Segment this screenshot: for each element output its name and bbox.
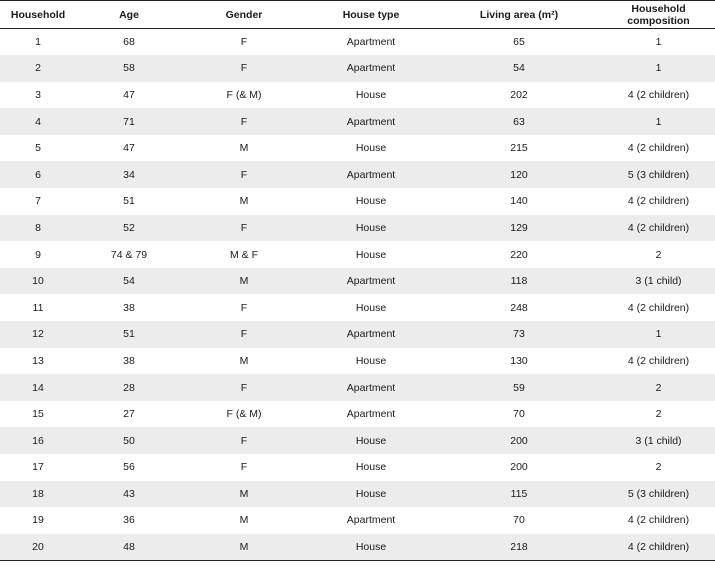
- age-cell: 71: [76, 108, 182, 135]
- living-area-cell: 200: [436, 427, 602, 454]
- house-type-cell: House: [355, 195, 387, 208]
- gender-cell: M: [182, 481, 306, 508]
- column-header-gender: Gender: [182, 1, 306, 29]
- composition-cell: 4 (2 children): [627, 88, 690, 101]
- table-row: [0, 268, 715, 295]
- gender-cell: M & F: [230, 248, 258, 261]
- living-area-cell: 65: [513, 36, 525, 49]
- house-type-cell: House: [355, 301, 387, 314]
- living-area-cell: 220: [510, 248, 528, 261]
- gender-cell: F: [182, 321, 306, 348]
- living-area-cell: 63: [436, 108, 602, 135]
- age-cell: 54: [76, 268, 182, 295]
- composition-cell: 2: [655, 461, 662, 474]
- house-type-cell: Apartment: [306, 321, 436, 348]
- gender-cell: M: [239, 195, 249, 208]
- house-type-cell: Apartment: [306, 374, 436, 401]
- household-cell: 7: [35, 195, 41, 208]
- gender-cell: F: [182, 215, 306, 242]
- living-area-cell: 54: [436, 55, 602, 82]
- composition-cell: 1: [602, 108, 715, 135]
- composition-cell: 3 (1 child): [602, 268, 715, 295]
- household-cell: 10: [0, 268, 76, 295]
- house-type-cell: House: [306, 534, 436, 561]
- household-cell: 6: [0, 161, 76, 188]
- composition-cell: 4 (2 children): [627, 514, 690, 527]
- gender-cell: F: [182, 427, 306, 454]
- age-cell: 36: [123, 514, 135, 527]
- house-type-cell: Apartment: [346, 514, 396, 527]
- living-area-cell: 59: [436, 374, 602, 401]
- composition-cell: 1: [602, 321, 715, 348]
- age-cell: 43: [76, 481, 182, 508]
- household-cell: 12: [0, 321, 76, 348]
- household-cell: 5: [35, 142, 41, 155]
- household-cell: 1: [35, 36, 41, 49]
- living-area-cell: 215: [510, 142, 528, 155]
- house-type-cell: Apartment: [306, 268, 436, 295]
- column-header-living-area: Living area (m²): [436, 1, 602, 29]
- household-cell: 20: [0, 534, 76, 561]
- gender-cell: F: [240, 36, 248, 49]
- household-cell: 13: [32, 354, 44, 367]
- age-cell: 27: [123, 408, 135, 421]
- age-cell: 58: [76, 55, 182, 82]
- gender-cell: M: [239, 354, 249, 367]
- composition-cell: 1: [602, 55, 715, 82]
- house-type-cell: House: [306, 215, 436, 242]
- age-cell: 48: [76, 534, 182, 561]
- table-row: [0, 507, 715, 534]
- composition-cell: 2: [655, 408, 662, 421]
- gender-cell: F: [182, 374, 306, 401]
- living-area-cell: 248: [510, 301, 528, 314]
- table-row: [0, 348, 715, 375]
- table-row: [0, 534, 715, 561]
- table-row: [0, 188, 715, 215]
- age-cell: 38: [123, 301, 135, 314]
- composition-cell: 4 (2 children): [627, 195, 690, 208]
- house-type-cell: House: [355, 88, 387, 101]
- age-cell: 38: [123, 354, 135, 367]
- table-row: [0, 82, 715, 109]
- composition-cell: 2: [655, 248, 662, 261]
- table-header: [0, 1, 715, 29]
- column-header-household-composition: Household composition: [602, 1, 715, 29]
- composition-cell: 5 (3 children): [602, 481, 715, 508]
- living-area-cell: 130: [510, 354, 528, 367]
- age-cell: 51: [123, 195, 135, 208]
- composition-cell: 2: [602, 374, 715, 401]
- column-header-household: Household: [0, 1, 76, 29]
- household-cell: 17: [32, 461, 44, 474]
- house-type-cell: Apartment: [306, 161, 436, 188]
- house-type-cell: House: [355, 354, 387, 367]
- table-row: [0, 215, 715, 242]
- gender-cell: F (& M): [226, 408, 262, 421]
- house-type-cell: House: [355, 461, 387, 474]
- gender-cell: F: [182, 55, 306, 82]
- household-cell: 18: [0, 481, 76, 508]
- composition-cell: 5 (3 children): [602, 161, 715, 188]
- age-cell: 74 & 79: [110, 248, 148, 261]
- household-cell: 16: [0, 427, 76, 454]
- household-cell: 15: [32, 408, 44, 421]
- header-row: [0, 1, 715, 29]
- living-area-cell: 202: [510, 88, 528, 101]
- table-row: [0, 427, 715, 454]
- table-body: [0, 29, 715, 561]
- composition-cell: 1: [655, 36, 662, 49]
- gender-cell: M: [182, 268, 306, 295]
- table-row: [0, 321, 715, 348]
- table-row: [0, 55, 715, 82]
- age-cell: 50: [76, 427, 182, 454]
- column-header-house-type: House type: [306, 1, 436, 29]
- composition-cell: 4 (2 children): [602, 534, 715, 561]
- table-row: [0, 401, 715, 428]
- house-type-cell: Apartment: [306, 108, 436, 135]
- gender-cell: M: [239, 142, 249, 155]
- age-cell: 52: [76, 215, 182, 242]
- table-row: [0, 135, 715, 162]
- household-cell: 2: [0, 55, 76, 82]
- table-row: [0, 29, 715, 56]
- living-area-cell: 73: [436, 321, 602, 348]
- gender-cell: F: [240, 461, 248, 474]
- household-cell: 3: [35, 88, 41, 101]
- age-cell: 28: [76, 374, 182, 401]
- house-type-cell: Apartment: [346, 408, 396, 421]
- composition-cell: 4 (2 children): [602, 215, 715, 242]
- living-area-cell: 70: [513, 408, 525, 421]
- house-type-cell: Apartment: [306, 55, 436, 82]
- living-area-cell: 120: [436, 161, 602, 188]
- age-cell: 56: [123, 461, 135, 474]
- household-cell: 14: [0, 374, 76, 401]
- table-row: [0, 108, 715, 135]
- household-cell: 8: [0, 215, 76, 242]
- household-cell: 9: [35, 248, 41, 261]
- age-cell: 47: [123, 88, 135, 101]
- table-row: [0, 294, 715, 321]
- gender-cell: M: [182, 534, 306, 561]
- composition-cell: 3 (1 child): [602, 427, 715, 454]
- column-header-age: Age: [76, 1, 182, 29]
- house-type-cell: House: [306, 481, 436, 508]
- table-row: [0, 374, 715, 401]
- living-area-cell: 70: [513, 514, 525, 527]
- composition-cell: 4 (2 children): [627, 301, 690, 314]
- gender-cell: F: [182, 108, 306, 135]
- house-type-cell: Apartment: [346, 36, 396, 49]
- house-type-cell: House: [306, 427, 436, 454]
- living-area-cell: 118: [436, 268, 602, 295]
- age-cell: 34: [76, 161, 182, 188]
- age-cell: 47: [123, 142, 135, 155]
- living-area-cell: 129: [436, 215, 602, 242]
- table-row: [0, 481, 715, 508]
- living-area-cell: 140: [510, 195, 528, 208]
- gender-cell: F (& M): [226, 88, 262, 101]
- gender-cell: M: [239, 514, 249, 527]
- house-type-cell: House: [355, 142, 387, 155]
- living-area-cell: 115: [436, 481, 602, 508]
- age-cell: 68: [123, 36, 135, 49]
- gender-cell: F: [240, 301, 248, 314]
- table-row: [0, 241, 715, 268]
- living-area-cell: 218: [436, 534, 602, 561]
- household-cell: 4: [0, 108, 76, 135]
- table-row: [0, 161, 715, 188]
- composition-cell: 4 (2 children): [627, 354, 690, 367]
- age-cell: 51: [76, 321, 182, 348]
- living-area-cell: 200: [510, 461, 528, 474]
- composition-cell: 4 (2 children): [627, 142, 690, 155]
- gender-cell: F: [182, 161, 306, 188]
- house-type-cell: House: [355, 248, 387, 261]
- household-cell: 11: [32, 301, 44, 314]
- household-cell: 19: [32, 514, 44, 527]
- table-row: [0, 454, 715, 481]
